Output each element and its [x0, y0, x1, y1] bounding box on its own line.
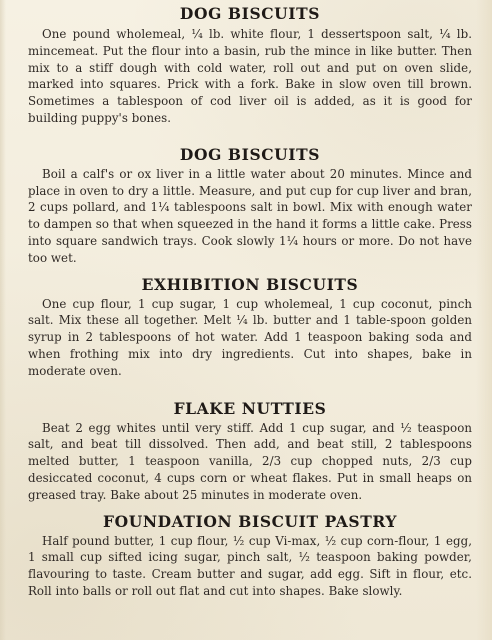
- recipe-text: One pound wholemeal, ¼ lb. white flour, 1 dessertspoon salt, ¼ lb. mincemeat. Put the flour into a basin, rub the mince in like butter. Then mix to a stiff dough with cold water, roll out and put on oven slide, marked into squares. Prick with a fork. Bake in slow oven till brown. Sometimes a tablespoon of cod liver oil is added, as it is good for building puppy's bones.: [28, 27, 472, 125]
- recipe-column: [28, 4, 472, 600]
- page-binding-shadow: [476, 0, 492, 640]
- recipe-text: Beat 2 egg whites until very stiff. Add 1 cup sugar, and ½ teaspoon salt, and beat till dissolved. Then add, and beat still, 2 tablespoons melted butter, 1 teaspoon vanilla, 2/3 cup chopped nuts, 2/3 cup desiccated coconut, 4 cups corn or wheat flakes. Put in small heaps on greased tray. Bake about 25 minutes in moderate oven.: [28, 420, 472, 502]
- recipe-text: Half pound butter, 1 cup flour, ½ cup Vi-max, ½ cup corn-flour, 1 egg, 1 small cup sifted icing sugar, pinch salt, ½ teaspoon baking powder, flavouring to taste. Cream butter and sugar, add egg. Sift in flour, etc. Roll into balls or roll out flat and cut into shapes. Bake slowly.: [28, 533, 472, 598]
- recipe-flake-nutties: [28, 399, 472, 504]
- recipe-dog-biscuits-1: [28, 4, 472, 127]
- recipe-text: Boil a calf's or ox liver in a little water about 20 minutes. Mince and place in oven to dry a little. Measure, and put cup for cup liver and bran, 2 cups pollard, and 1¼ tablespoons salt in bowl. Mix with enough water to dampen so that when squeezed in the hand it forms a little cake. Press into square sandwich trays. Cook slowly 1¼ hours or more. Do not have too wet.: [28, 166, 472, 265]
- recipe-title: DOG BISCUITS: [179, 144, 321, 164]
- page-shadow-left: [0, 0, 6, 640]
- recipe-text: One cup flour, 1 cup sugar, 1 cup wholemeal, 1 cup coconut, pinch salt. Mix these all together. Melt ¼ lb. butter and 1 table-spoon golden syrup in 2 tablespoons of hot water. Add 1 teaspoon baking soda and when frothing mix into dry ingredients. Cut into shapes, bake in moderate oven.: [28, 296, 472, 378]
- recipe-title: FLAKE NUTTIES: [173, 398, 327, 418]
- recipe-exhibition-biscuits: [28, 275, 472, 380]
- recipe-title: DOG BISCUITS: [179, 4, 321, 23]
- recipe-dog-biscuits-2: [28, 145, 472, 267]
- recipe-title: EXHIBITION BISCUITS: [141, 274, 359, 294]
- recipe-title: FOUNDATION BISCUIT PASTRY: [103, 511, 397, 531]
- recipe-foundation-biscuit-pastry: [28, 512, 472, 600]
